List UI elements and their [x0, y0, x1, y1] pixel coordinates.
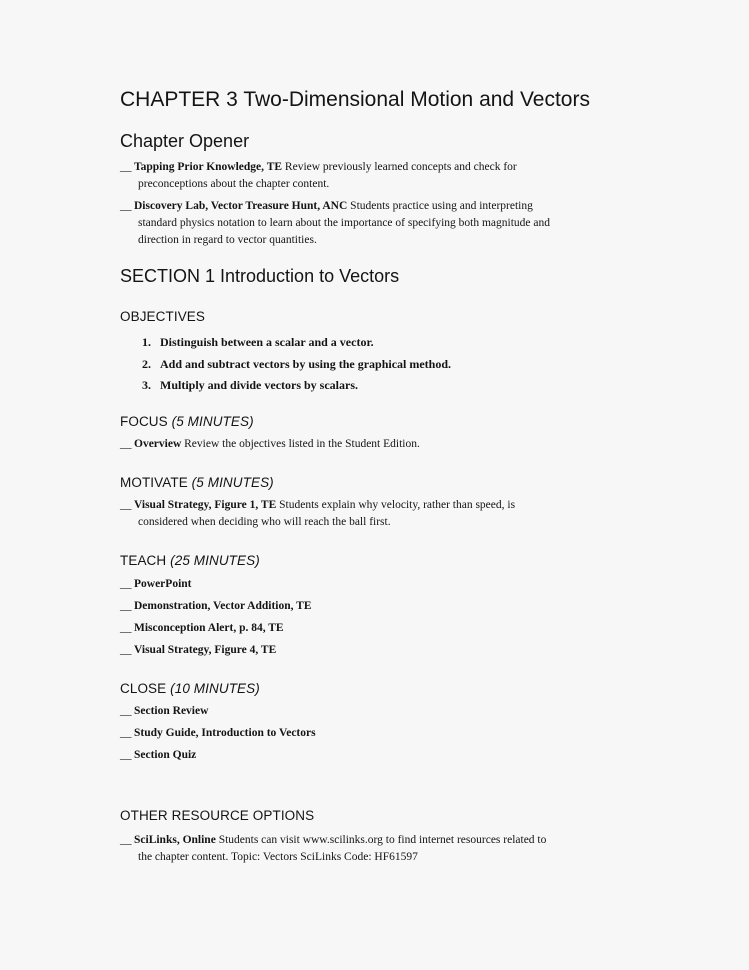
item-text: Students can visit www.scilinks.org to find internet resources related to: [215, 834, 547, 846]
teach-time: (25 MINUTES): [170, 553, 260, 568]
section-1-heading: SECTION 1 Introduction to Vectors: [120, 266, 400, 286]
item-text: Review previously learned concepts and check for: [282, 161, 517, 173]
item-text: Students explain why velocity, rather than speed, is: [276, 499, 516, 511]
other-resources-heading: OTHER RESOURCE OPTIONS: [120, 808, 315, 823]
teach-label: TEACH: [120, 553, 167, 568]
motivate-label: MOTIVATE: [120, 475, 188, 490]
checkbox-blank: __: [120, 644, 132, 656]
checkbox-blank: __: [120, 161, 132, 173]
close-item-study-guide: [120, 725, 630, 742]
item-title: Discovery Lab, Vector Treasure Hunt, ANC: [134, 200, 348, 212]
motivate-heading: [120, 475, 274, 490]
checkbox-blank: __: [120, 438, 132, 450]
teach-heading: [120, 553, 260, 568]
item-title: Misconception Alert, p. 84, TE: [134, 622, 284, 634]
item-text-continued: the chapter content. Topic: Vectors SciLinks Code: HF61597: [138, 851, 418, 863]
item-title: Section Review: [134, 705, 209, 717]
close-heading: [120, 681, 260, 696]
objective-item: [142, 375, 451, 397]
checkbox-blank: __: [120, 499, 132, 511]
checkbox-blank: __: [120, 705, 132, 717]
close-item-section-quiz: [120, 747, 630, 764]
opener-item-discovery-lab: [120, 198, 630, 249]
focus-label: FOCUS: [120, 414, 168, 429]
item-title: SciLinks, Online: [134, 834, 216, 846]
item-title: Study Guide, Introduction to Vectors: [134, 727, 316, 739]
objective-item: [142, 354, 451, 376]
item-title: Visual Strategy, Figure 1, TE: [134, 499, 277, 511]
objective-number: 2.: [142, 356, 151, 371]
objective-text: Distinguish between a scalar and a vector.: [160, 335, 374, 349]
chapter-opener-heading: Chapter Opener: [120, 131, 250, 151]
checkbox-blank: __: [120, 749, 132, 761]
item-title: Tapping Prior Knowledge, TE: [134, 161, 283, 173]
objective-number: 1.: [142, 335, 151, 349]
objective-text: Add and subtract vectors by using the graphical method.: [160, 356, 452, 371]
objective-number: 3.: [142, 378, 151, 392]
checkbox-blank: __: [120, 622, 132, 634]
motivate-item-visual-strategy: [120, 497, 630, 531]
chapter-title: CHAPTER 3 Two-Dimensional Motion and Vectors: [120, 88, 590, 111]
item-text: Review the objectives listed in the Student Edition.: [181, 438, 420, 450]
item-text: Students practice using and interpreting: [347, 200, 533, 212]
item-text-continued: considered when deciding who will reach the ball first.: [138, 516, 391, 528]
opener-item-tapping: [120, 159, 630, 193]
focus-heading: [120, 414, 254, 429]
close-item-section-review: [120, 703, 630, 720]
close-time: (10 MINUTES): [170, 681, 260, 696]
item-title: PowerPoint: [134, 578, 192, 590]
objectives-list: [142, 332, 451, 397]
checkbox-blank: __: [120, 834, 132, 846]
checkbox-blank: __: [120, 600, 132, 612]
focus-time: (5 MINUTES): [171, 414, 254, 429]
teach-item-visual-strategy: [120, 642, 630, 659]
teach-item-demonstration: [120, 598, 630, 615]
motivate-time: (5 MINUTES): [191, 475, 274, 490]
objective-text: Multiply and divide vectors by scalars.: [160, 378, 359, 392]
checkbox-blank: __: [120, 727, 132, 739]
item-title: Visual Strategy, Figure 4, TE: [134, 644, 277, 656]
teach-item-powerpoint: [120, 576, 630, 593]
close-label: CLOSE: [120, 681, 167, 696]
item-text-continued: standard physics notation to learn about the importance of specifying both magnitude and: [138, 217, 550, 229]
other-item-scilinks: [120, 832, 630, 866]
item-text-continued-2: direction in regard to vector quantities.: [138, 234, 317, 246]
focus-item-overview: [120, 436, 630, 453]
item-text-continued: preconceptions about the chapter content.: [138, 178, 330, 190]
item-title: Section Quiz: [134, 749, 197, 761]
teach-item-misconception-alert: [120, 620, 630, 637]
checkbox-blank: __: [120, 200, 132, 212]
item-title: Demonstration, Vector Addition, TE: [134, 600, 312, 612]
objectives-heading: OBJECTIVES: [120, 309, 206, 324]
checkbox-blank: __: [120, 578, 132, 590]
item-title: Overview: [134, 438, 182, 450]
objective-item: [142, 332, 451, 354]
